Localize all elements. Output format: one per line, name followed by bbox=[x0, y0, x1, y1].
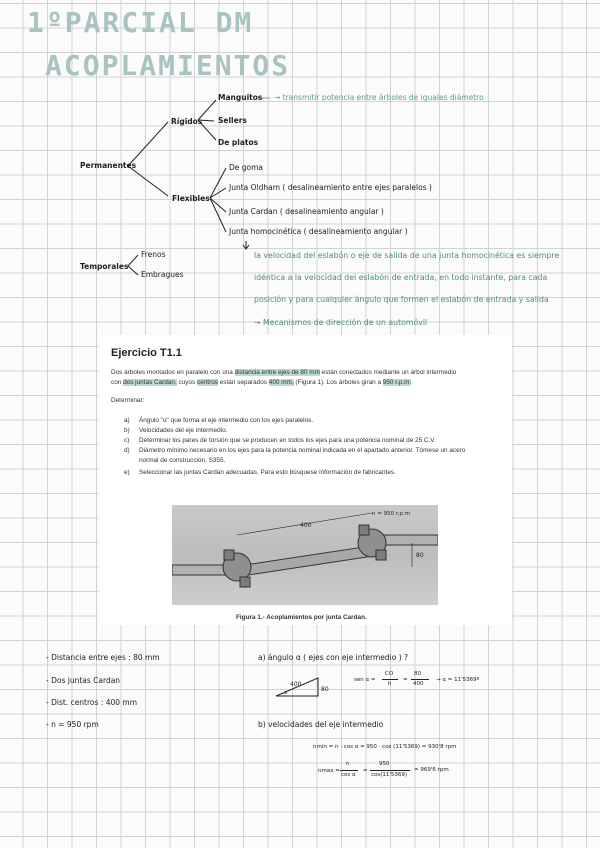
nmin-equation: nmin = n · cos α = 950 · cos (11'5369) = 930'8 rpm bbox=[313, 744, 457, 750]
homocinetica-note-2: idéntica a la velocidad del eslabón de entrada, en todo instante, para cada bbox=[254, 273, 548, 282]
tree-temporales: Temporales bbox=[80, 262, 129, 271]
determinar-label: Determinar: bbox=[111, 397, 145, 404]
figure-speed-label: n = 950 r.p.m bbox=[372, 511, 410, 517]
solution-a-title: a) ángulo α ( ejes con eje intermedio ) ? bbox=[258, 653, 408, 662]
tree-flexibles: Flexibles bbox=[172, 194, 210, 203]
item-letter-e: e) bbox=[124, 469, 130, 476]
figure-length-label: 400 bbox=[300, 522, 312, 529]
statement-line-1: Dos árboles montados en paralelo con una distancia entre ejes de 80 mm están conectados mediante un árbol intermedio bbox=[111, 369, 457, 376]
sin-result: → α = 11'5369º bbox=[436, 677, 480, 683]
note-dist-centros: - Dist. centros : 400 mm bbox=[46, 698, 138, 707]
page-title-line1: 1ºPARCIAL DM bbox=[27, 6, 254, 39]
item-letter-d: d) bbox=[124, 447, 130, 454]
nmax-eq: = bbox=[363, 768, 368, 774]
tree-item-sellers: Sellers bbox=[218, 116, 247, 125]
sin-den1: h bbox=[388, 681, 392, 687]
item-text-c: Determinar los pares de torsión que se producen en todos los ejes para una potencia nominal de 25 C.V. bbox=[139, 437, 436, 444]
tree-item-embragues: Embragues bbox=[141, 270, 184, 279]
tree-item-de-goma: De goma bbox=[229, 163, 264, 172]
sin-num2: 80 bbox=[414, 671, 421, 677]
homocinetica-note-4: → Mecanismos de dirección de un automóvil bbox=[254, 318, 428, 327]
item-text-a: Ángulo "α" que forma el eje intermedio con los ejes paralelos. bbox=[139, 417, 314, 424]
triangle-sketch bbox=[272, 672, 342, 702]
sin-frac-bar-1 bbox=[382, 679, 398, 680]
exercise-card bbox=[99, 335, 512, 625]
sin-eq: = bbox=[403, 677, 408, 683]
solution-b-title: b) velocidades del eje intermedio bbox=[258, 720, 384, 729]
nmax-num2: 950 bbox=[379, 761, 390, 767]
item-text-d-cont: normal de construcción, S355. bbox=[139, 457, 226, 464]
statement-line-2: con dos juntas Cardan, cuyos centros están separados 400 mm, (Figura 1). Los árboles giran a 950 r.p.m. bbox=[111, 379, 412, 386]
nmax-frac-bar-1 bbox=[340, 770, 358, 771]
note-distancia: - Distancia entre ejes : 80 mm bbox=[46, 653, 160, 662]
item-text-e: Seleccionar las juntas Cardan adecuadas. Para esto búsquese información de fabricantes. bbox=[139, 469, 396, 476]
nmax-num1: n bbox=[346, 761, 350, 767]
tree-root-permanentes: Permanentes bbox=[80, 161, 137, 170]
figure-offset-label: 80 bbox=[416, 552, 424, 559]
tree-item-oldham: Junta Oldham ( desalineamiento entre ejes paralelos ) bbox=[229, 183, 432, 192]
item-letter-c: c) bbox=[124, 437, 130, 444]
item-letter-a: a) bbox=[124, 417, 130, 424]
nmax-result: = 969'6 rpm bbox=[414, 767, 449, 773]
triangle-angle-label: α bbox=[284, 690, 288, 696]
tree-item-de-platos: De platos bbox=[218, 138, 259, 147]
sin-frac-bar-2 bbox=[411, 679, 429, 680]
cardan-shaft-drawing bbox=[172, 505, 438, 605]
note-rpm: - n = 950 rpm bbox=[46, 720, 99, 729]
page-title-line2: ACOPLAMIENTOS bbox=[45, 49, 291, 82]
triangle-side-label: 80 bbox=[321, 686, 329, 693]
sin-num1: CO bbox=[385, 671, 394, 677]
item-letter-b: b) bbox=[124, 427, 130, 434]
nmax-frac-bar-2 bbox=[370, 770, 410, 771]
item-text-b: Velocidades del eje intermedio. bbox=[139, 427, 228, 434]
nmax-den1: cos α bbox=[341, 772, 356, 778]
triangle-hyp-label: 400 bbox=[290, 681, 302, 688]
tree-item-homocinetica: Junta homocinética ( desalineamiento angular ) bbox=[229, 227, 408, 236]
homocinetica-note-1: la velocidad del eslabón o eje de salida de una junta homocinética es siempre bbox=[254, 251, 560, 260]
item-text-d: Diámetro mínimo necesario en los ejes para la potencia nominal indicada en el apartado anterior. Tómese un acero bbox=[139, 447, 466, 454]
figure-caption: Figura 1.- Acoplamientos por junta Cardan. bbox=[236, 614, 367, 621]
nmax-den2: cos(11'5369) bbox=[371, 772, 408, 778]
tree-item-cardan: Junta Cardan ( desalineamiento angular ) bbox=[229, 207, 384, 216]
homocinetica-note-3: posición y para cualquier ángulo que formen el eslabón de entrada y salida bbox=[254, 295, 549, 304]
tree-rigidos: Rígidos bbox=[171, 117, 203, 126]
tree-item-manguitos: Manguitos bbox=[218, 93, 263, 102]
sin-lhs: sen α = bbox=[354, 677, 376, 683]
cardan-figure bbox=[172, 505, 438, 605]
exercise-title: Ejercicio T1.1 bbox=[111, 347, 182, 359]
sin-den2: 400 bbox=[413, 681, 424, 687]
nmax-lhs: nmax = bbox=[318, 768, 340, 774]
manguitos-note: → transmitir potencia entre árboles de iguales diámetro bbox=[274, 93, 484, 102]
tree-item-frenos: Frenos bbox=[141, 250, 166, 259]
note-dos-juntas: - Dos juntas Cardan bbox=[46, 676, 121, 685]
